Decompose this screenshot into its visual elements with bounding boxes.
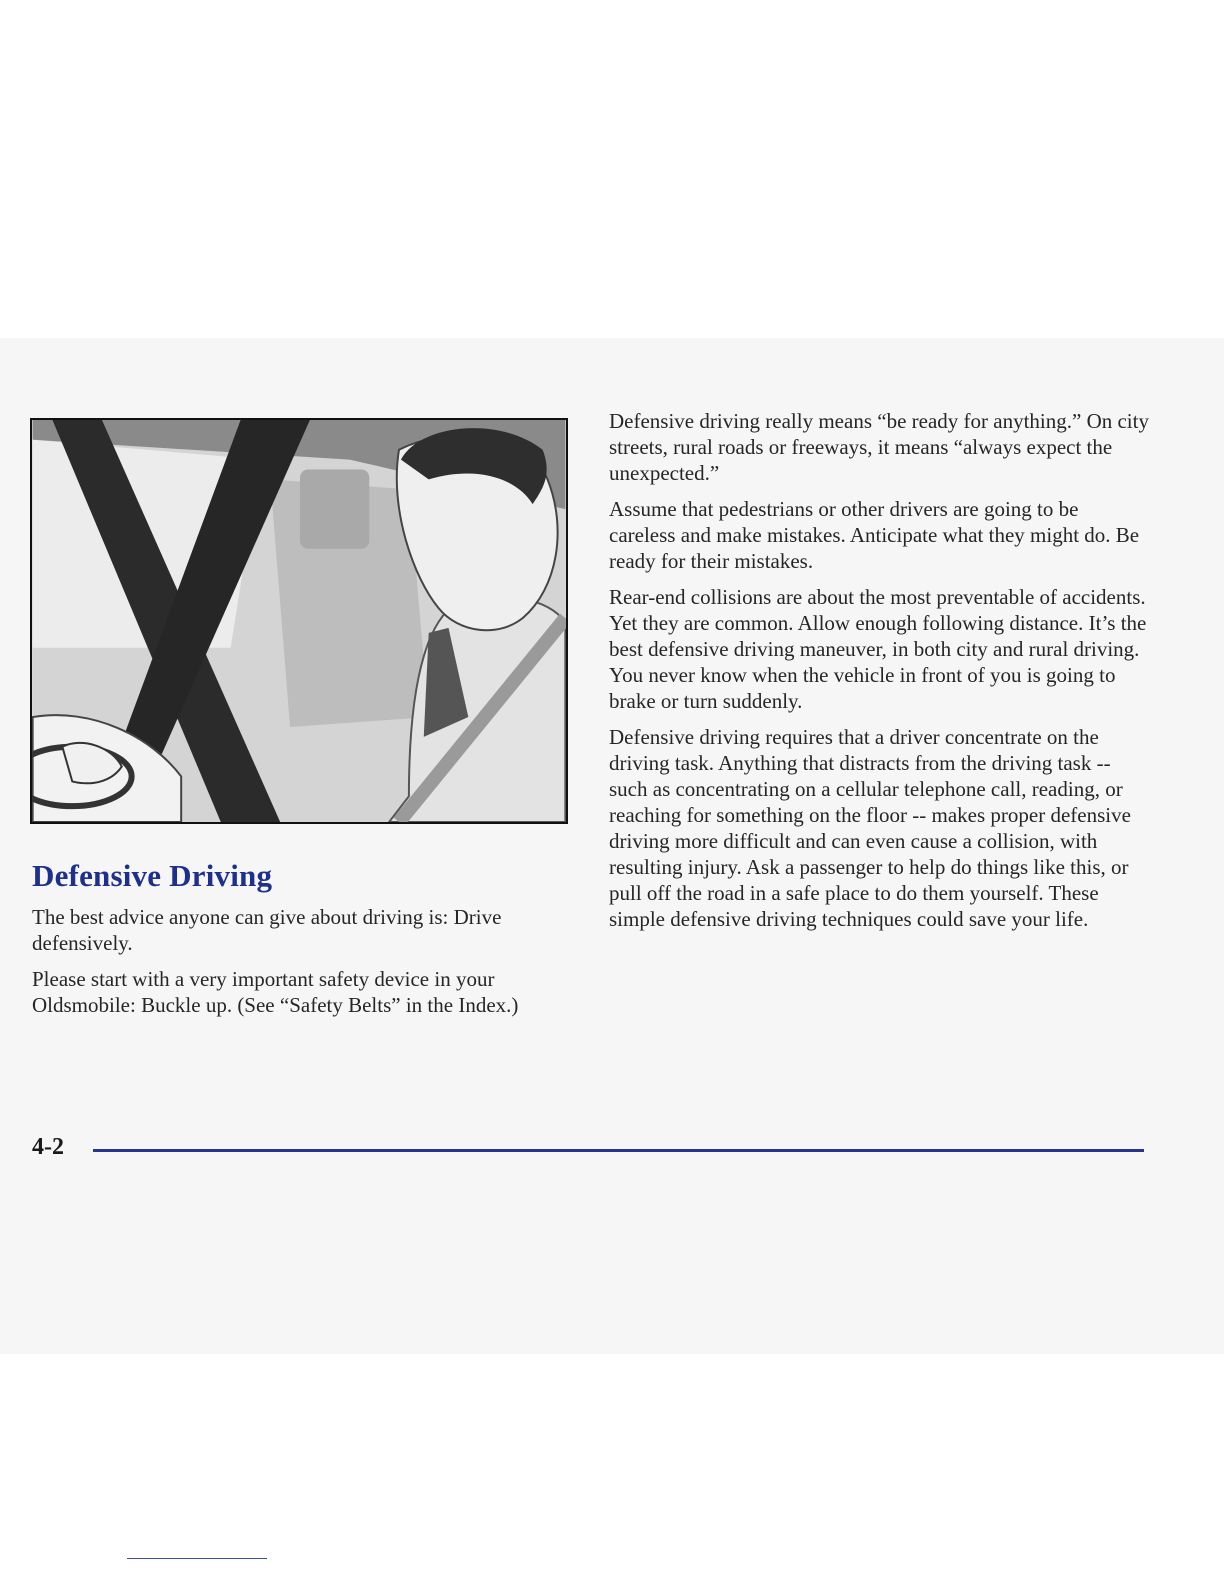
paragraph: Defensive driving really means “be ready for anything.” On city streets, rural roads or freeways, it means “always expect the unexpected.” <box>609 409 1149 485</box>
paragraph: Assume that pedestrians or other drivers are going to be careless and make mistakes. Anticipate what they might do. Be ready for their mistakes. <box>609 497 1140 573</box>
section-heading: Defensive Driving <box>32 858 273 893</box>
paragraph: Please start with a very important safety device in your Oldsmobile: Buckle up. (See “Safety Belts” in the Index.) <box>32 967 519 1017</box>
footer-rule <box>93 1149 1144 1152</box>
right-column <box>609 408 1149 942</box>
left-column <box>32 904 532 1028</box>
footer-divider <box>127 1558 267 1559</box>
driver-illustration <box>30 418 568 824</box>
paragraph: The best advice anyone can give about driving is: Drive defensively. <box>32 905 502 955</box>
paragraph: Rear-end collisions are about the most preventable of accidents. Yet they are common. Allow enough following distance. It’s the best defensive driving maneuver, in both city and rural driving. You never know when the vehicle in front of you is going to brake or turn suddenly. <box>609 585 1147 713</box>
paragraph: Defensive driving requires that a driver concentrate on the driving task. Anything that distracts from the driving task -- such as concentrating on a cellular telephone call, reading, or reaching for something on the floor -- makes proper defensive driving more difficult and can even cause a collision, with resulting injury. Ask a passenger to help do things like this, or pull off the road in a safe place to do them yourself. These simple defensive driving techniques could save your life. <box>609 725 1131 931</box>
page-number: 4-2 <box>32 1134 64 1160</box>
